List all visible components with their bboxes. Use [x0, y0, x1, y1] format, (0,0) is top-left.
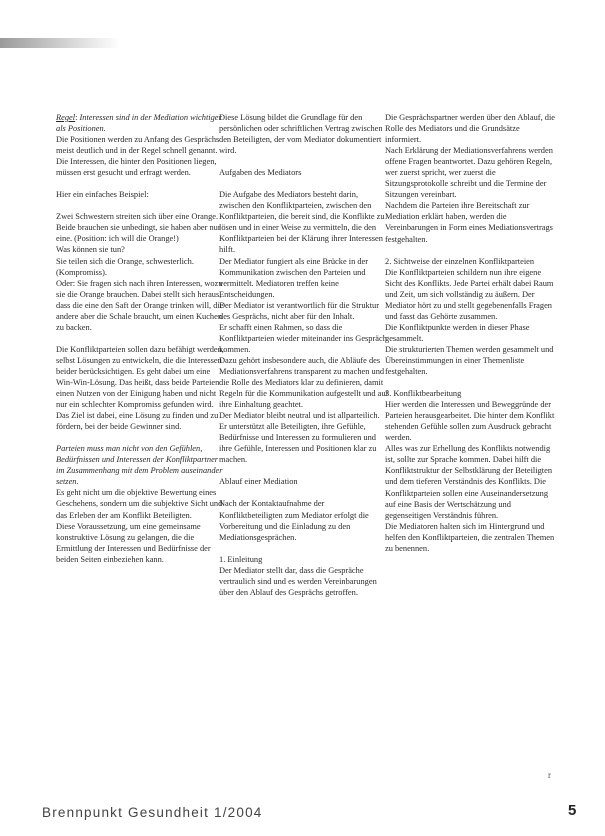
paragraph: Der Mediator stellt dar, dass die Gespräche vertraulich sind und es werden Vereinbarungen über den Ablauf des Gesprächs getroffen. [219, 565, 377, 597]
paragraph: Die strukturierten Themen werden gesammelt und Übereinstimmungen in einer Themenliste festgehalten. [385, 344, 554, 377]
paragraph: Alles was zur Erhellung des Konflikts notwendig ist, sollte zur Sprache kommen. Dabei hilft die Konfliktstruktur der Selbstklärung der Beteiligten und dem tieferen Verständnis des Konflikts. Die Konfliktparteien sollen eine Auseinandersetzung auf eine Basis der Wertschätzung und gegenseitigen Verständnis führen. [385, 444, 553, 520]
column-1 [56, 112, 226, 565]
paragraph: Diese Voraussetzung, um eine gemeinsame konstruktive Lösung zu gelangen, die die Ermittlung der Interessen und Bedürfnisse der beiden Seiten einbeziehen kann. [56, 521, 211, 564]
paragraph: Der Mediator ist verantwortlich für die Struktur des Gesprächs, nicht aber für den Inhalt. [219, 300, 380, 321]
paragraph: Die Konfliktparteien schildern nun ihre eigene Sicht des Konflikts. Jede Partei erhält dabei Raum und Zeit, um sich vollständig zu äußern. Der Mediator hört zu und stellt gegebenenfalls Fragen und fasst das Gehörte zusammen. [385, 267, 554, 321]
paragraph: Er unterstützt alle Beteiligten, ihre Gefühle, Bedürfnisse und Interessen zu formulieren und ihre Gefühle, Interessen und Positionen klar zu machen. [219, 422, 377, 465]
paragraph: Die Gesprächspartner werden über den Ablauf, die Rolle des Mediators und die Grundsätze informiert. [385, 113, 555, 145]
paragraph: Der Mediator bleibt neutral und ist allparteilich. [219, 411, 380, 421]
paragraph: Sie teilen sich die Orange, schwesterlich. (Kompromiss). [56, 256, 194, 277]
section-heading: Aufgaben des Mediators [219, 168, 302, 178]
section-heading: 1. Einleitung [219, 554, 263, 564]
paragraph: Dazu gehört insbesondere auch, die Abläufe des Mediationsverfahrens transparent zu machen und die Rolle des Mediators klar zu definieren, damit Regeln für die Kommunikation aufgestellt und auf ihre Einhaltung geachtet. [219, 355, 389, 410]
column-3 [385, 112, 555, 554]
paragraph: Der Mediator fungiert als eine Brücke in der Kommunikation zwischen den Parteien und vermittelt. Mediatoren treffen keine Entscheidungen. [219, 256, 369, 299]
paragraph: Diese Lösung bildet die Grundlage für den persönlichen oder schriftlichen Vertrag zwischen den Beteiligten, der vom Mediator dokumentiert wird. [219, 113, 383, 156]
paragraph: Die Konfliktpunkte werden in dieser Phase gesammelt. [385, 322, 530, 343]
journal-title: Brennpunkt Gesundheit 1/2004 [42, 805, 263, 820]
scan-edge-shadow [0, 38, 120, 48]
paragraph: Nach Erklärung der Mediationsverfahrens werden offene Fragen beantwortet. Dazu gehören Regeln, wer zuerst spricht, wer zuerst die Sitzungsprotokolle schreibt und die Termine der Sitzungen vereinbart. [385, 146, 553, 200]
paragraph: Was können sie tun? [56, 245, 125, 255]
italic-paragraph: Parteien muss man nicht von den Gefühlen, Bedürfnissen und Interessen der Konfliktpartner im Zusammenhang mit dem Problem auseinander setzen. [56, 444, 223, 487]
section-heading: Ablauf einer Mediation [219, 477, 298, 487]
paragraph: Oder: Sie fragen sich nach ihren Interessen, wozu sie die Orange brauchen. Dabei stellt sich heraus, dass die eine den Saft der Orange trinken will, die andere aber die Schale braucht, um einen Kuchen zu backen. [56, 278, 224, 332]
paragraph: Nach der Kontaktaufnahme der Konfliktbeteiligten zum Mediator erfolgt die Vorbereitung und die Einladung zu den Mediationsgesprächen. [219, 499, 369, 542]
section-heading: 2. Sichtweise der einzelnen Konfliktparteien [385, 256, 535, 266]
paragraph: Hier werden die Interessen und Beweggründe der Parteien herausgearbeitet. Die hinter dem Konflikt stehenden Gefühle sollen zum Ausdruck gebracht werden. [385, 400, 555, 443]
rule-label: Regel [56, 113, 76, 122]
paragraph: Er schafft einen Rahmen, so dass die Konfliktparteien wieder miteinander ins Gespräch kommen. [219, 322, 387, 354]
paragraph: Hier ein einfaches Beispiel: [56, 190, 149, 200]
paragraph: Nachdem die Parteien ihre Bereitschaft zur Mediation erklärt haben, werden die Vereinbarungen in Form eines Mediationsvertrags festgehalten. [385, 201, 553, 244]
column-2 [219, 112, 389, 598]
paragraph: Es geht nicht um die objektive Bewertung eines Geschehens, sondern um die subjektive Sicht und das Erleben der am Konflikt Beteiligten. [56, 488, 223, 520]
rule-text: Interessen sind in der Mediation wichtiger als Positionen. [56, 113, 222, 134]
section-heading: 3. Konfliktbearbeitung [385, 389, 462, 399]
paragraph: Die Positionen werden zu Anfang des Gesprächs meist deutlich und in der Regel schnell genannt. Die Interessen, die hinter den Positionen liegen, müssen erst gesucht und erfragt werden. [56, 135, 220, 178]
rule-paragraph: Regel: Interessen sind in der Mediation wichtiger als Positionen. [56, 113, 222, 134]
paragraph: Die Aufgabe des Mediators besteht darin, zwischen den Konfliktparteien, zwischen den Konfliktparteien, die bereit sind, die Konflikte zu lösen und in einer Weise zu vermitteln, die den Konfliktparteien bei der Klärung ihrer Interessen hilft. [219, 190, 385, 255]
paragraph: Die Mediatoren halten sich im Hintergrund und helfen den Konfliktparteien, die zentralen Themen zu benennen. [385, 521, 555, 553]
margin-mark: r [548, 770, 551, 780]
paragraph: Die Konfliktparteien sollen dazu befähigt werden, selbst Lösungen zu entwickeln, die die Interessen beider berücksichtigen. Es geht dabei um eine Win-Win-Lösung. Das heißt, dass beide Parteien einen Nutzen von der Einigung haben und nicht nur ein schlechter Kompromiss gefunden wird. Das Ziel ist dabei, eine Lösung zu finden und zu fördern, bei der beide Gewinner sind. [56, 344, 224, 432]
paragraph: Zwei Schwestern streiten sich über eine Orange. Beide brauchen sie unbedingt, sie haben aber nur eine. (Position: ich will die Orange!) [56, 212, 221, 244]
page-number: 5 [568, 802, 577, 819]
